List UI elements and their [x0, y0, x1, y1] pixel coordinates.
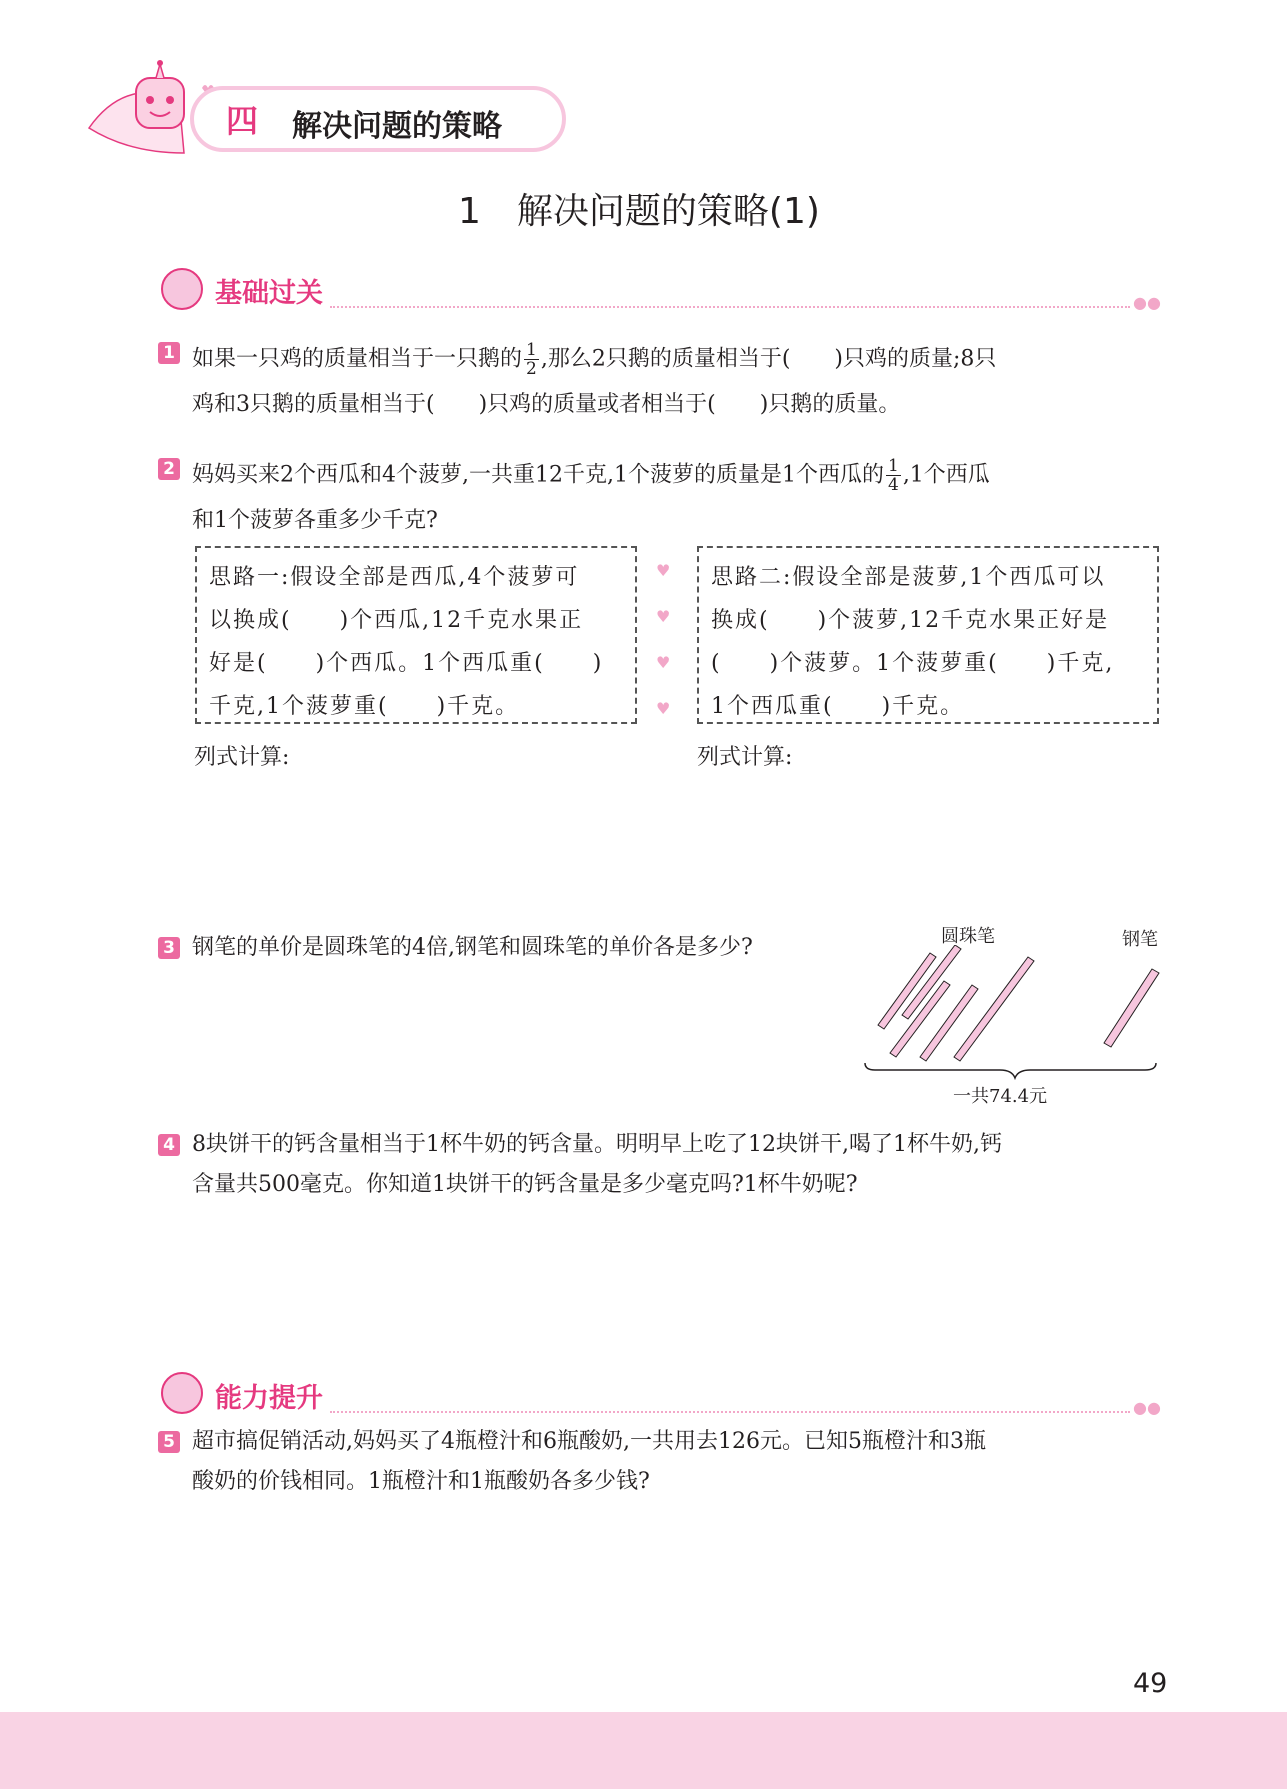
chapter-title: 解决问题的策略 [292, 109, 502, 144]
question-number: 3 [158, 937, 180, 959]
section-advanced-divider [330, 1411, 1130, 1413]
hint-box-2 [697, 546, 1159, 724]
dots-decoration: ●● [1133, 293, 1161, 312]
question-number: 4 [158, 1134, 180, 1156]
question-text-line: 8块饼干的钙含量相当于1杯牛奶的钙含量。明明早上吃了12块饼干,喝了1杯牛奶,钙 [192, 1132, 1002, 1157]
fraction-denominator: 4 [887, 475, 899, 495]
question-text-part: ,1个西瓜 [902, 462, 990, 488]
fountain-pen [1104, 969, 1159, 1047]
hint-line: 思路一:假设全部是西瓜,4个菠萝可 [209, 565, 580, 590]
total-price-label: 一共74.4元 [953, 1086, 1048, 1107]
question-text-part: 妈妈买来2个西瓜和4个菠萝,一共重12千克,1个菠萝的质量是1个西瓜的 [192, 462, 884, 488]
hint-box-1 [195, 546, 637, 724]
work-label-1: 列式计算: [194, 745, 290, 770]
ballpoint-label: 圆珠笔 [941, 926, 995, 947]
question-number: 1 [158, 342, 180, 364]
hint-line: 好是( )个西瓜。1个西瓜重( ) [209, 651, 604, 676]
dots-decoration: ●● [1133, 1398, 1161, 1417]
chapter-number: 四 [226, 102, 259, 140]
hint-line: 千克,1个菠萝重( )千克。 [209, 694, 520, 719]
fraction [886, 457, 901, 494]
pens-illustration [860, 945, 1160, 1080]
ballpoint-pen [954, 957, 1034, 1061]
question-text [192, 457, 990, 494]
question-text-line: 含量共500毫克。你知道1块饼干的钙含量是多少毫克吗?1杯牛奶呢? [192, 1172, 858, 1197]
section-basic-icon [161, 268, 203, 310]
fraction-numerator: 1 [526, 340, 537, 360]
question-number: 5 [158, 1431, 180, 1453]
section-advanced-icon [161, 1372, 203, 1414]
total-brace [865, 1063, 1156, 1078]
question-text-line: 超市搞促销活动,妈妈买了4瓶橙汁和6瓶酸奶,一共用去126元。已知5瓶橙汁和3瓶 [192, 1429, 986, 1454]
question-number: 2 [158, 458, 180, 480]
question-text: 钢笔的单价是圆珠笔的4倍,钢笔和圆珠笔的单价各是多少? [192, 935, 753, 960]
work-label-2: 列式计算: [697, 745, 793, 770]
fountain-pen-label: 钢笔 [1122, 929, 1158, 950]
hint-line: 思路二:假设全部是菠萝,1个西瓜可以 [711, 565, 1106, 590]
fraction [524, 341, 539, 378]
question-text-line: 酸奶的价钱相同。1瓶橙汁和1瓶酸奶各多少钱? [192, 1469, 650, 1494]
bottom-band [0, 1712, 1287, 1789]
ballpoint-pen [920, 985, 978, 1061]
page-number: 49 [1133, 1668, 1168, 1699]
fraction-denominator: 2 [526, 359, 537, 379]
question-text [192, 341, 996, 378]
hint-line: 换成( )个菠萝,12千克水果正好是 [711, 608, 1110, 633]
lesson-title: 1 解决问题的策略(1) [458, 191, 820, 232]
hint-line: 1个西瓜重( )千克。 [711, 694, 965, 719]
question-text-part: 如果一只鸡的质量相当于一只鹅的 [192, 346, 523, 372]
section-basic-title: 基础过关 [215, 278, 323, 309]
heart-decorations: ♥ ♥ ♥ ♥ [656, 561, 671, 718]
hint-line: ( )个菠萝。1个菠萝重( )千克, [711, 651, 1115, 676]
section-advanced-title: 能力提升 [215, 1383, 323, 1414]
question-text-part: ,那么2只鹅的质量相当于( )只鸡的质量;8只 [540, 346, 997, 372]
question-text-line: 和1个菠萝各重多少千克? [192, 508, 438, 533]
question-text-line: 鸡和3只鹅的质量相当于( )只鸡的质量或者相当于( )只鹅的质量。 [192, 392, 901, 417]
fraction-numerator: 1 [887, 456, 899, 476]
section-basic-divider [330, 306, 1130, 308]
hint-line: 以换成( )个西瓜,12千克水果正 [209, 608, 584, 633]
